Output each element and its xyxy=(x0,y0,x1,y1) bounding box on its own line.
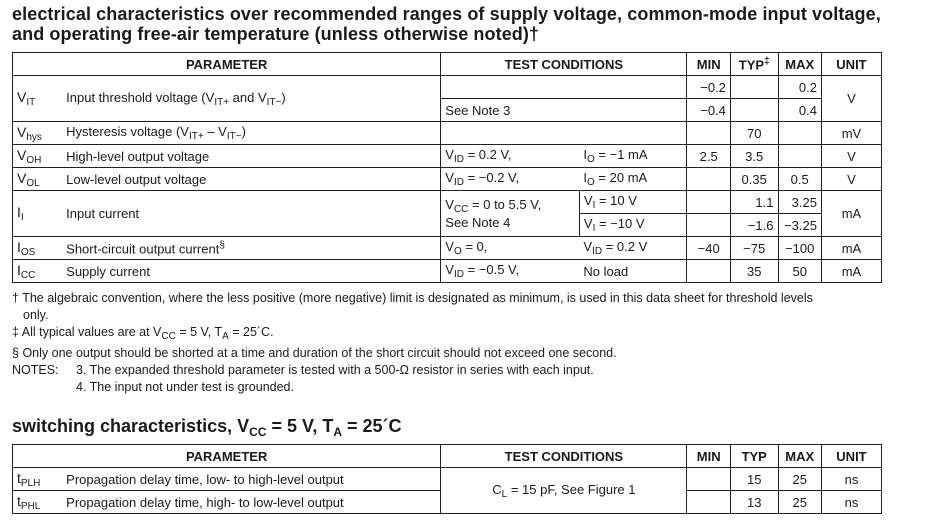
symbol-ii: $I_I$ xyxy=(13,191,63,237)
footnote-double-dagger: ‡ All typical values are at $V_{CC} = 5$ V, $T_A$ = 25´C. xyxy=(12,325,274,342)
table-row: $V_{OH}$ High-level output voltage $V_{ID} = 0.2$ V, $I_O = -1$ mA 2.5 3.5 V xyxy=(13,145,882,168)
electrical-characteristics-table xyxy=(12,52,882,283)
symbol-icc: $I_{CC}$ xyxy=(13,260,63,283)
symbol-tplh: $t_{PLH}$ xyxy=(13,468,63,491)
note-4: 4. The input not under test is grounded. xyxy=(76,380,294,394)
table-row: $V_{OL}$ Low-level output voltage $V_{ID} = -0.2$ V, $I_O = 20$ mA 0.35 0.5 V xyxy=(13,168,882,191)
symbol-vhys: $V_{hys}$ xyxy=(13,122,63,145)
header-test-conditions: TEST CONDITIONS xyxy=(441,53,687,76)
table-row: $t_{PHL}$ Propagation delay time, high- to low-level output 13 25 ns xyxy=(13,491,882,514)
table-header-row xyxy=(13,53,882,76)
table-header-row: PARAMETER TEST CONDITIONS MIN TYP MAX UNIT xyxy=(13,445,882,468)
header-parameter: PARAMETER xyxy=(13,53,441,76)
header-typ: TYP‡ xyxy=(730,53,778,76)
footnotes: † The algebraic convention, where the less positive (more negative) limit is designated as minimum, is used in this data sheet for threshold levels only. ‡ All typical values are at $V_{CC} = 5$ V, $T_A$ = 25´C. § Only one output should be shorted at a time and duration of the short circuit should not exceed one second. NOTES: 3. The expanded threshold parameter is tested with a 500-Ω resistor in series with each input. 4. The input not under test is grounded. xyxy=(12,290,902,396)
table-row: $t_{PLH}$ Propagation delay time, low- to high-level output $C_L = 15$ pF, See Figure 1 15 25 ns xyxy=(13,468,882,491)
table-row: $V_I = -10$ V −1.6 −3.25 xyxy=(13,214,882,237)
header-min: MIN xyxy=(687,53,730,76)
note-3: NOTES: 3. The expanded threshold parameter is tested with a 500-Ω resistor in series with each input. xyxy=(12,363,594,377)
symbol-tphl: $t_{PHL}$ xyxy=(13,491,63,514)
section-title: electrical characteristics over recommended ranges of supply voltage, common-mode input voltage, and operating free-air temperature (unless otherwise noted)† xyxy=(12,4,881,44)
table-row: $I_I$ Input current $V_{CC} = 0$ to 5.5 V, See Note 4 $V_I = 10$ V 1.1 3.25 mA xyxy=(13,191,882,214)
table-row: $V_{hys}$ Hysteresis voltage $(V_{IT+} - V_{IT-})$ 70 mV xyxy=(13,122,882,145)
table-row: $I_{OS}$ Short-circuit output current§ $V_O = 0$, $V_{ID} = 0.2$ V −40 −75 −100 mA xyxy=(13,237,882,260)
symbol-ios: $I_{OS}$ xyxy=(13,237,63,260)
symbol-vit: $V_{IT}$ xyxy=(13,76,63,122)
switching-characteristics-table xyxy=(12,444,882,514)
table-row: $V_{IT}$ Input threshold voltage ($V_{IT+}$ and $V_{IT-}$) −0.2 0.2 V xyxy=(13,76,882,99)
symbol-voh: $V_{OH}$ xyxy=(13,145,63,168)
switching-title: switching characteristics, $V_{CC} = 5$ V, $T_A$ = 25´C xyxy=(12,416,402,439)
footnote-section: § Only one output should be shorted at a time and duration of the short circuit should not exceed one second. xyxy=(12,346,617,360)
header-max: MAX xyxy=(778,53,821,76)
switching-conditions: $C_L = 15$ pF, See Figure 1 xyxy=(441,468,687,514)
table-row: $I_{CC}$ Supply current $V_{ID} = -0.5$ V, No load 35 50 mA xyxy=(13,260,882,283)
symbol-vol: $V_{OL}$ xyxy=(13,168,63,191)
header-unit: UNIT xyxy=(821,53,881,76)
desc-vit: Input threshold voltage ($V_{IT+}$ and $V_{IT-}$) xyxy=(62,76,441,122)
footnote-dagger: † The algebraic convention, where the less positive (more negative) limit is designated as minimum, is used in this data sheet for threshold levels xyxy=(12,291,813,305)
table-row: See Note 3 −0.4 0.4 xyxy=(13,99,882,122)
